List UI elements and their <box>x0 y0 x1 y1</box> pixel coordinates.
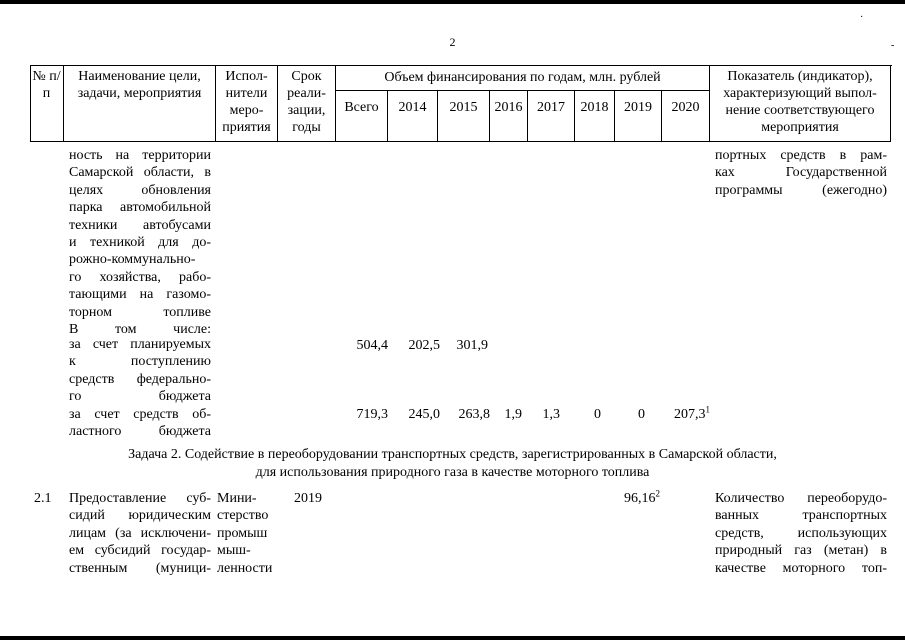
top-edge <box>0 0 905 4</box>
bottom-edge <box>0 636 905 640</box>
header-year-2016: 2016 <box>490 91 528 142</box>
header-year-2015: 2015 <box>438 91 490 142</box>
header-col-indicator: Показатель (индикатор), характеризующий выпол-нение соответствующего мероприятия <box>710 65 891 142</box>
cont-indicator-text: портных средств в рам- ках Государственной программы (ежегодно) <box>715 148 887 198</box>
regional-2014: 245,0 <box>408 407 440 422</box>
row-2-1-value-2019: 96,16$^2$ <box>624 488 660 506</box>
header-year-2018: 2018 <box>575 91 615 142</box>
corner-mark-top: · <box>860 12 864 23</box>
header-year-2014: 2014 <box>388 91 438 142</box>
row-2-1-number: 2.1 <box>34 491 52 506</box>
footnote-2: 2 <box>655 488 660 499</box>
header-col-num: № п/п <box>30 65 64 142</box>
corner-mark-right: - <box>891 40 895 51</box>
regional-2017: 1,3 <box>542 407 560 422</box>
regional-2016: 1,9 <box>504 407 522 422</box>
cont-name-text: ность на территории Самарской области, в целях обновления парка автомобильной техники автобусами и техникой для до- рожно-коммунально- го хозяйства, рабо- тающими на газомо- торном топливе В том числе: <box>69 148 211 338</box>
including-label: В том числе: <box>69 322 211 338</box>
regional-2020: 207,3$^1$ <box>674 404 710 422</box>
header-col-total: Всего <box>336 91 388 142</box>
federal-2014: 202,5 <box>408 338 440 353</box>
regional-2018: 0 <box>594 407 601 422</box>
header-col-financing: Объем финансирования по годам, млн. рублей <box>336 65 710 91</box>
regional-2019: 0 <box>638 407 645 422</box>
footnote-1: 1 <box>705 404 710 415</box>
regional-budget-label: за счет средств об- ластного бюджета <box>69 407 211 440</box>
header-year-2017: 2017 <box>528 91 575 142</box>
page-number: 2 <box>449 35 456 49</box>
federal-2015: 301,9 <box>456 338 488 353</box>
row-2-1-indicator: Количество переоборудо- ванных транспортных средств, использующих природный газ (метан) в качестве моторного топ- <box>715 491 887 576</box>
header-year-2020: 2020 <box>662 91 710 142</box>
row-2-1-name: Предоставление суб- сидий юридическим лицам (за исключени- ем субсидий государ- ственным (муници- <box>69 491 211 576</box>
federal-budget-label: за счет планируемых к поступлению средств федерально- го бюджета <box>69 337 211 405</box>
header-col-term: Срок реали-зации, годы <box>278 65 336 142</box>
header-col-exec: Испол-нители меро-приятия <box>216 65 278 142</box>
row-2-1-term: 2019 <box>294 491 322 506</box>
regional-total: 719,3 <box>356 407 388 422</box>
task-2-heading-line-1: Задача 2. Содействие в переоборудовании транспортных средств, зарегистрированных в Самарской области, <box>128 447 777 462</box>
row-2-1-executor: Мини- стерство промыш мыш- ленности <box>217 491 273 576</box>
regional-2015: 263,8 <box>458 407 490 422</box>
federal-total: 504,4 <box>356 338 388 353</box>
task-2-heading-line-2: для использования природного газа в качестве моторного топлива <box>255 465 650 480</box>
header-col-name: Наименование цели, задачи, мероприятия <box>64 65 216 142</box>
header-year-2019: 2019 <box>615 91 662 142</box>
